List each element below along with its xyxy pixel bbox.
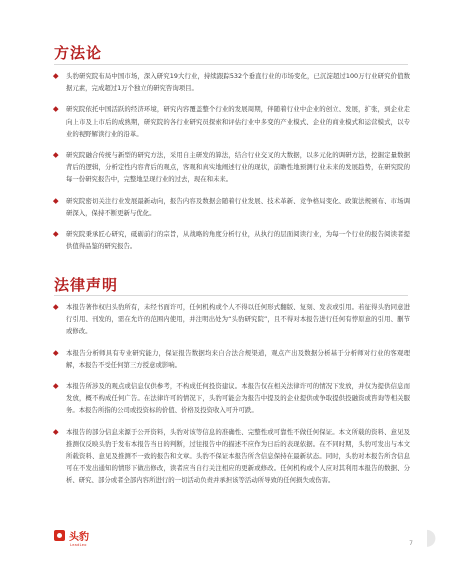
bullet-diamond-icon xyxy=(53,152,58,157)
list-item xyxy=(54,103,410,140)
list-item xyxy=(54,426,410,487)
brand-name: 头豹 xyxy=(69,532,89,543)
list-item-text: 研究院秉承匠心研究，砥砺前行的宗旨，从战略的角度分析行业，从执行的层面阅读行业，为每一个行业的报告阅读者提供值得品鉴的研究报告。 xyxy=(66,230,410,251)
list-item-text: 本报告所涉及的观点或信息仅供参考，不构成任何投资建议。本报告仅在相关法律许可的情况下发放，并仅为提供信息而发放，概不构成任何广告。在法律许可的情况下，头豹可能会为报告中提及的企业提供或争取提供投融资或咨询等相关服务。本报告所指的公司或投资标的价值、价格及投资收入可升可跌。 xyxy=(66,382,410,415)
list-item-text: 研究院融合传统与新型的研究方法，采用自主研发的算法，结合行业交叉的大数据，以多元化的调研方法，挖掘定量数据背后的逻辑，分析定性内容背后的观点，客观和真实地阐述行业的现状，前瞻性地预测行业未来的发展趋势，在研究院的每一份研究报告中，完整地呈现行业的过去，现在和未来。 xyxy=(66,151,410,184)
list-item xyxy=(54,228,410,252)
brand-subtitle: LeadLeo xyxy=(70,543,87,547)
list-item-text: 本报告分析师具有专业研究能力，保证报告数据均来自合法合规渠道，观点产出及数据分析基于分析师对行业的客观理解，本报告不受任何第三方授意或影响。 xyxy=(66,348,410,369)
bullet-diamond-icon xyxy=(53,73,58,78)
bullet-diamond-icon xyxy=(53,383,58,388)
list-item-text: 本报告著作权归头豹所有，未经书面许可，任何机构或个人不得以任何形式翻版、复刻、发表或引用。若征得头豹同意进行引用、刊发的，需在允许的范围内使用，并注明出处为“头豹研究院”，且不得对本报告进行任何有悖原意的引用、删节或修改。 xyxy=(66,303,410,336)
bullet-diamond-icon xyxy=(53,350,58,355)
methodology-divider xyxy=(54,64,408,65)
list-item xyxy=(54,70,410,94)
bullet-diamond-icon xyxy=(53,198,58,203)
methodology-title: 方法论 xyxy=(54,44,103,62)
list-item-text: 研究院依托中国活跃的经济环境，研究内容覆盖整个行业的发展周期，伴随着行业中企业的创立、发展，扩张，到企业走向上市及上市后的成熟期，研究院的各行业研究员探索和评估行业中多变的产业模式、企业的商业模式和运营模式，以专业的视野解读行业的沿革。 xyxy=(66,105,410,138)
legal-title: 法律声明 xyxy=(54,276,119,294)
bullet-diamond-icon xyxy=(53,107,58,112)
watermark-logo-icon: ◗ xyxy=(425,525,437,550)
bullet-diamond-icon xyxy=(53,429,58,434)
list-item xyxy=(54,380,410,417)
list-item xyxy=(54,347,410,371)
bullet-diamond-icon xyxy=(53,231,58,236)
bullet-diamond-icon xyxy=(53,304,58,309)
list-item-text: 研究院密切关注行业发展最新动向，报告内容及数据会随着行业发展、技术革新、竞争格局变化、政策法规颁布、市场调研深入，保持不断更新与优化。 xyxy=(66,196,410,217)
leopard-logo-icon xyxy=(54,530,65,541)
list-item-text: 本报告的部分信息来源于公开资料，头豹对该等信息的准确性、完整性或可靠性不做任何保证。本文所载的资料、意见及推测仅反映头豹于发布本报告当日的判断，过往报告中的描述不应作为日后的表现依据。在不同时期，头豹可发出与本文所载资料、意见及推测不一致的报告和文章。头豹不保证本报告所含信息保持在最新状态。同时，头豹对本报告所含信息可在不发出通知的情形下做出修改，读者应当自行关注相应的更新或修改。任何机构或个人应对其利用本报告的数据、分析、研究、部分或者全部内容所进行的一切活动负责并承担该等活动所导致的任何损失或伤害。 xyxy=(66,427,410,485)
list-item-text: 头豹研究院布局中国市场，深入研究19大行业，持续跟踪532个垂直行业的市场变化，已沉淀超过100万行业研究价值数据元素，完成超过1万个独立的研究咨询项目。 xyxy=(66,72,410,93)
brand-logo xyxy=(54,528,89,543)
list-item xyxy=(54,301,410,338)
list-item xyxy=(54,149,410,186)
legal-divider xyxy=(54,295,408,296)
legal-list xyxy=(54,301,410,487)
list-item xyxy=(54,195,410,219)
page-number: 7 xyxy=(409,540,413,547)
methodology-list xyxy=(54,70,410,252)
